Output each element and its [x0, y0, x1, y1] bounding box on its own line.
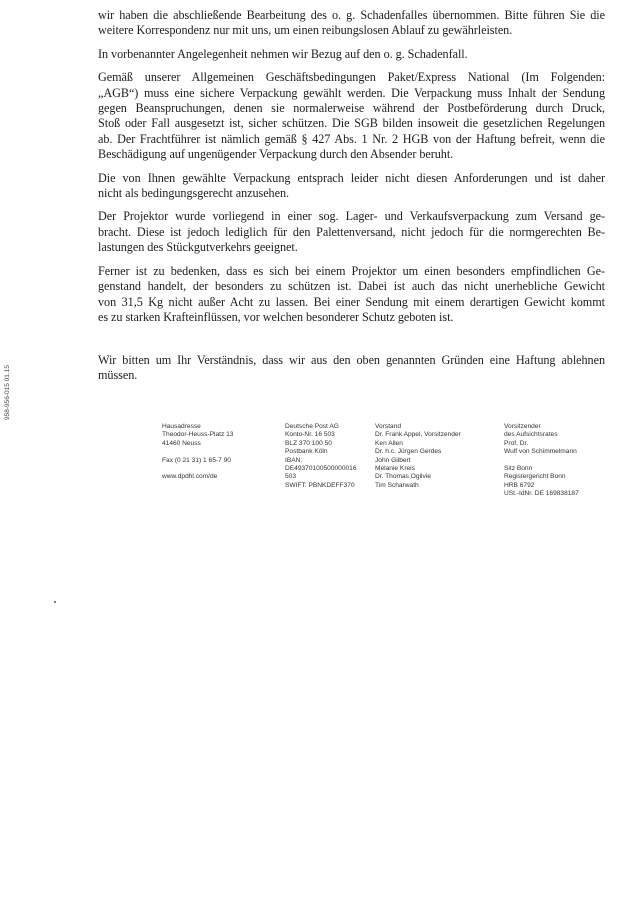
text-line: In vorbenannter Angelegenheit nehmen wir Bezug auf den o. g. Schadenfall. — [98, 46, 468, 61]
footer-supervisory-column — [504, 423, 579, 499]
footer-line: HRB 6792 — [504, 481, 535, 489]
footer-line: Registergericht Bonn — [504, 473, 566, 481]
footer-line: Dr. h.c. Jürgen Gerdes — [375, 448, 442, 456]
scan-speck — [54, 601, 56, 603]
text-line: Ferner ist zu bedenken, dass es sich bei einem Projektor um einen besonders empfindlichen Ge- — [98, 263, 605, 278]
footer-line: Prof. Dr. — [504, 439, 529, 447]
text-line: müssen. — [98, 368, 138, 383]
text-line: Stoß oder Fall ausgesetzt ist, sicher schützen. Die SGB bilden insoweit die gesetzlichen Regelungen — [98, 116, 605, 131]
body-paragraph — [98, 171, 605, 202]
letter-body — [98, 8, 605, 333]
footer-line: Dr. Frank Appel, Vorsitzender — [375, 431, 461, 439]
text-line: Gemäß unserer Allgemeinen Geschäftsbedingungen Paket/Express National (Im Folgenden: — [98, 70, 605, 85]
text-line: Der Projektor wurde vorliegend in einer sog. Lager- und Verkaufsverpackung zum Versand ge- — [98, 209, 605, 224]
text-line: Die von Ihnen gewählte Verpackung entsprach leider nicht diesen Anforderungen und ist daher — [98, 170, 605, 185]
footer-line: des Aufsichtsrates — [504, 431, 558, 439]
footer-spacer — [162, 448, 233, 456]
body-paragraph — [98, 264, 605, 326]
text-line: ab. Der Frachtführer ist nämlich gemäß § 427 Abs. 1 Nr. 2 HGB von der Haftung befreit, wenn die — [98, 131, 605, 146]
footer-line: BLZ 370 100 50 — [285, 439, 332, 447]
footer-line: 503 — [285, 473, 297, 481]
footer-address-column — [162, 423, 233, 482]
footer-board-column — [375, 423, 461, 490]
footer-line: SWIFT: PBNKDEFF370 — [285, 481, 355, 489]
footer-line: John Gilbert — [375, 456, 411, 464]
footer-line: IBAN: — [285, 456, 303, 464]
footer-line: Melanie Kreis — [375, 465, 415, 473]
footer-line: Vorstand — [375, 423, 402, 430]
footer-spacer — [162, 465, 233, 473]
footer-spacer — [504, 457, 579, 465]
closing-text — [98, 353, 605, 384]
text-line: wir haben die abschließende Bearbeitung des o. g. Schadenfalles übernommen. Bitte führen Sie die — [98, 8, 605, 22]
text-line: lastungen des Stückgutverkehrs geeignet. — [98, 240, 298, 255]
body-paragraph — [98, 70, 605, 162]
body-paragraph — [98, 8, 605, 39]
footer-line: DE49370100500000016 — [285, 465, 357, 473]
text-line: von 31,5 Kg nicht außer Acht zu lassen. Bei einer Sendung mit einem derartigen Gewicht kommt — [98, 294, 605, 309]
footer-line: Wulf von Schimmelmann — [504, 448, 577, 456]
closing-paragraph — [98, 353, 605, 392]
margin-form-code: 958-956-015 01.15 — [4, 365, 11, 420]
footer-line: www.dpdhl.com/de — [162, 473, 218, 481]
text-line: Wir bitten um Ihr Verständnis, dass wir aus den oben genannten Gründen eine Haftung ablehnen — [98, 353, 605, 367]
footer-line: Ken Allen — [375, 439, 403, 447]
footer-line: Dr. Thomas Ogilvie — [375, 473, 431, 481]
text-line: „AGB“) muss eine sichere Verpackung gewählt werden. Die Verpackung muss Inhalt der Sendung — [98, 85, 605, 100]
text-line: bracht. Diese ist jedoch lediglich für den Palettenversand, nicht jedoch für die normgerechten Be- — [98, 224, 605, 239]
footer-line: USt.-IdNr. DE 169838187 — [504, 490, 579, 498]
text-line: nicht als bedingungsgerecht anzusehen. — [98, 186, 290, 201]
footer-line: 41460 Neuss — [162, 439, 201, 447]
footer-line: Deutsche Post AG — [285, 423, 339, 430]
footer-bank-column — [285, 423, 357, 490]
body-paragraph — [98, 209, 605, 255]
footer-line: Postbank Köln — [285, 448, 328, 456]
footer-line: Fax (0 21 31) 1 65-7 90 — [162, 456, 231, 464]
footer-line: Konto-Nr. 16 503 — [285, 431, 335, 439]
text-line: es zu starken Krafteinflüssen, vor welchen besonderer Schutz geboten ist. — [98, 309, 454, 324]
text-line: genstand handelt, der besonders zu schützen ist. Dabei ist auch das nicht unerhebliche Gewicht — [98, 279, 605, 294]
text-line: gegen Beanspruchungen, denen sie normalerweise während der Postbeförderung durch Druck, — [98, 101, 605, 116]
footer-line: Vorsitzender — [504, 423, 541, 430]
footer-line: Hausadresse — [162, 423, 201, 430]
footer-line: Theodor-Heuss-Platz 13 — [162, 431, 234, 439]
text-line: weitere Korrespondenz nur mit uns, um einen reibungslosen Ablauf zu gewährleisten. — [98, 23, 513, 38]
text-line: Beschädigung auf ungenügender Verpackung durch den Absender beruht. — [98, 147, 454, 162]
footer-line: Sitz Bonn — [504, 465, 533, 473]
body-paragraph — [98, 47, 605, 62]
footer-line: Tim Scharwath — [375, 481, 419, 489]
